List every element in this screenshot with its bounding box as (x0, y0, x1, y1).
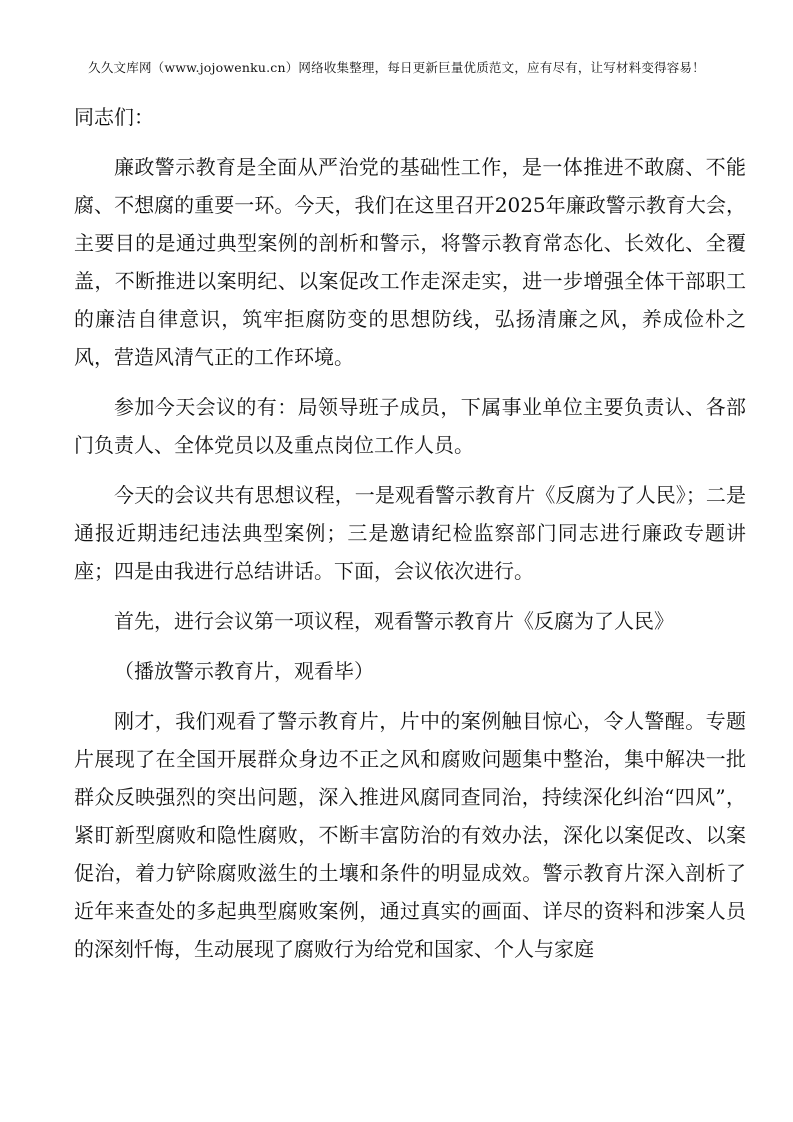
paragraph-stage-note: （播放警示教育片，观看毕） (114, 659, 374, 683)
document-body (74, 98, 746, 980)
header-note: 久久文库网（www.jojowenku.cn）网络收集整理，每日更新巨量优质范文，应有尽有，让写材料变得容易！ (88, 60, 705, 75)
paragraph-intro: 廉政警示教育是全面从严治党的基础性工作，是一体推进不敢腐、不能腐、不想腐的重要一环。今天，我们在这里召开2025年廉政警示教育大会，主要目的是通过典型案例的剖析和警示，将警示教育常态化、长效化、全覆盖，不断推进以案明纪、以案促改工作走深走实，进一步增强全体干部职工的廉洁自律意识，筑牢拒腐防变的思想防线，弘扬清廉之风，养成俭朴之风，营造风清气正的工作环境。 (74, 155, 746, 369)
paragraph-film-review: 刚才，我们观看了警示教育片，片中的案例触目惊心，令人警醒。专题片展现了在全国开展群众身边不正之风和腐败问题集中整治，集中解决一批群众反映强烈的突出问题，深入推进风腐同查同治，持续深化纠治“四风”，紧盯新型腐败和隐性腐败，不断丰富防治的有效办法，深化以案促改、以案促治，着力铲除腐败滋生的土壤和条件的明显成效。警示教育片深入剖析了近年来查处的多起典型腐败案例，通过真实的画面、详尽的资料和涉案人员的深刻忏悔，生动展现了腐败行为给党和国家、个人与家庭 (74, 709, 746, 961)
paragraph-first-item: 首先，进行会议第一项议程，观看警示教育片《反腐为了人民》 (114, 609, 674, 633)
paragraph-agenda: 今天的会议共有思想议程，一是观看警示教育片《反腐为了人民》；二是通报近期违纪违法典型案例；三是邀请纪检监察部门同志进行廉政专题讲座；四是由我进行总结讲话。下面，会议依次进行。 (74, 483, 746, 583)
salutation: 同志们： (74, 105, 154, 129)
paragraph-attendees: 参加今天会议的有：局领导班子成员，下属事业单位主要负责认、各部门负责人、全体党员以及重点岗位工作人员。 (74, 395, 746, 457)
